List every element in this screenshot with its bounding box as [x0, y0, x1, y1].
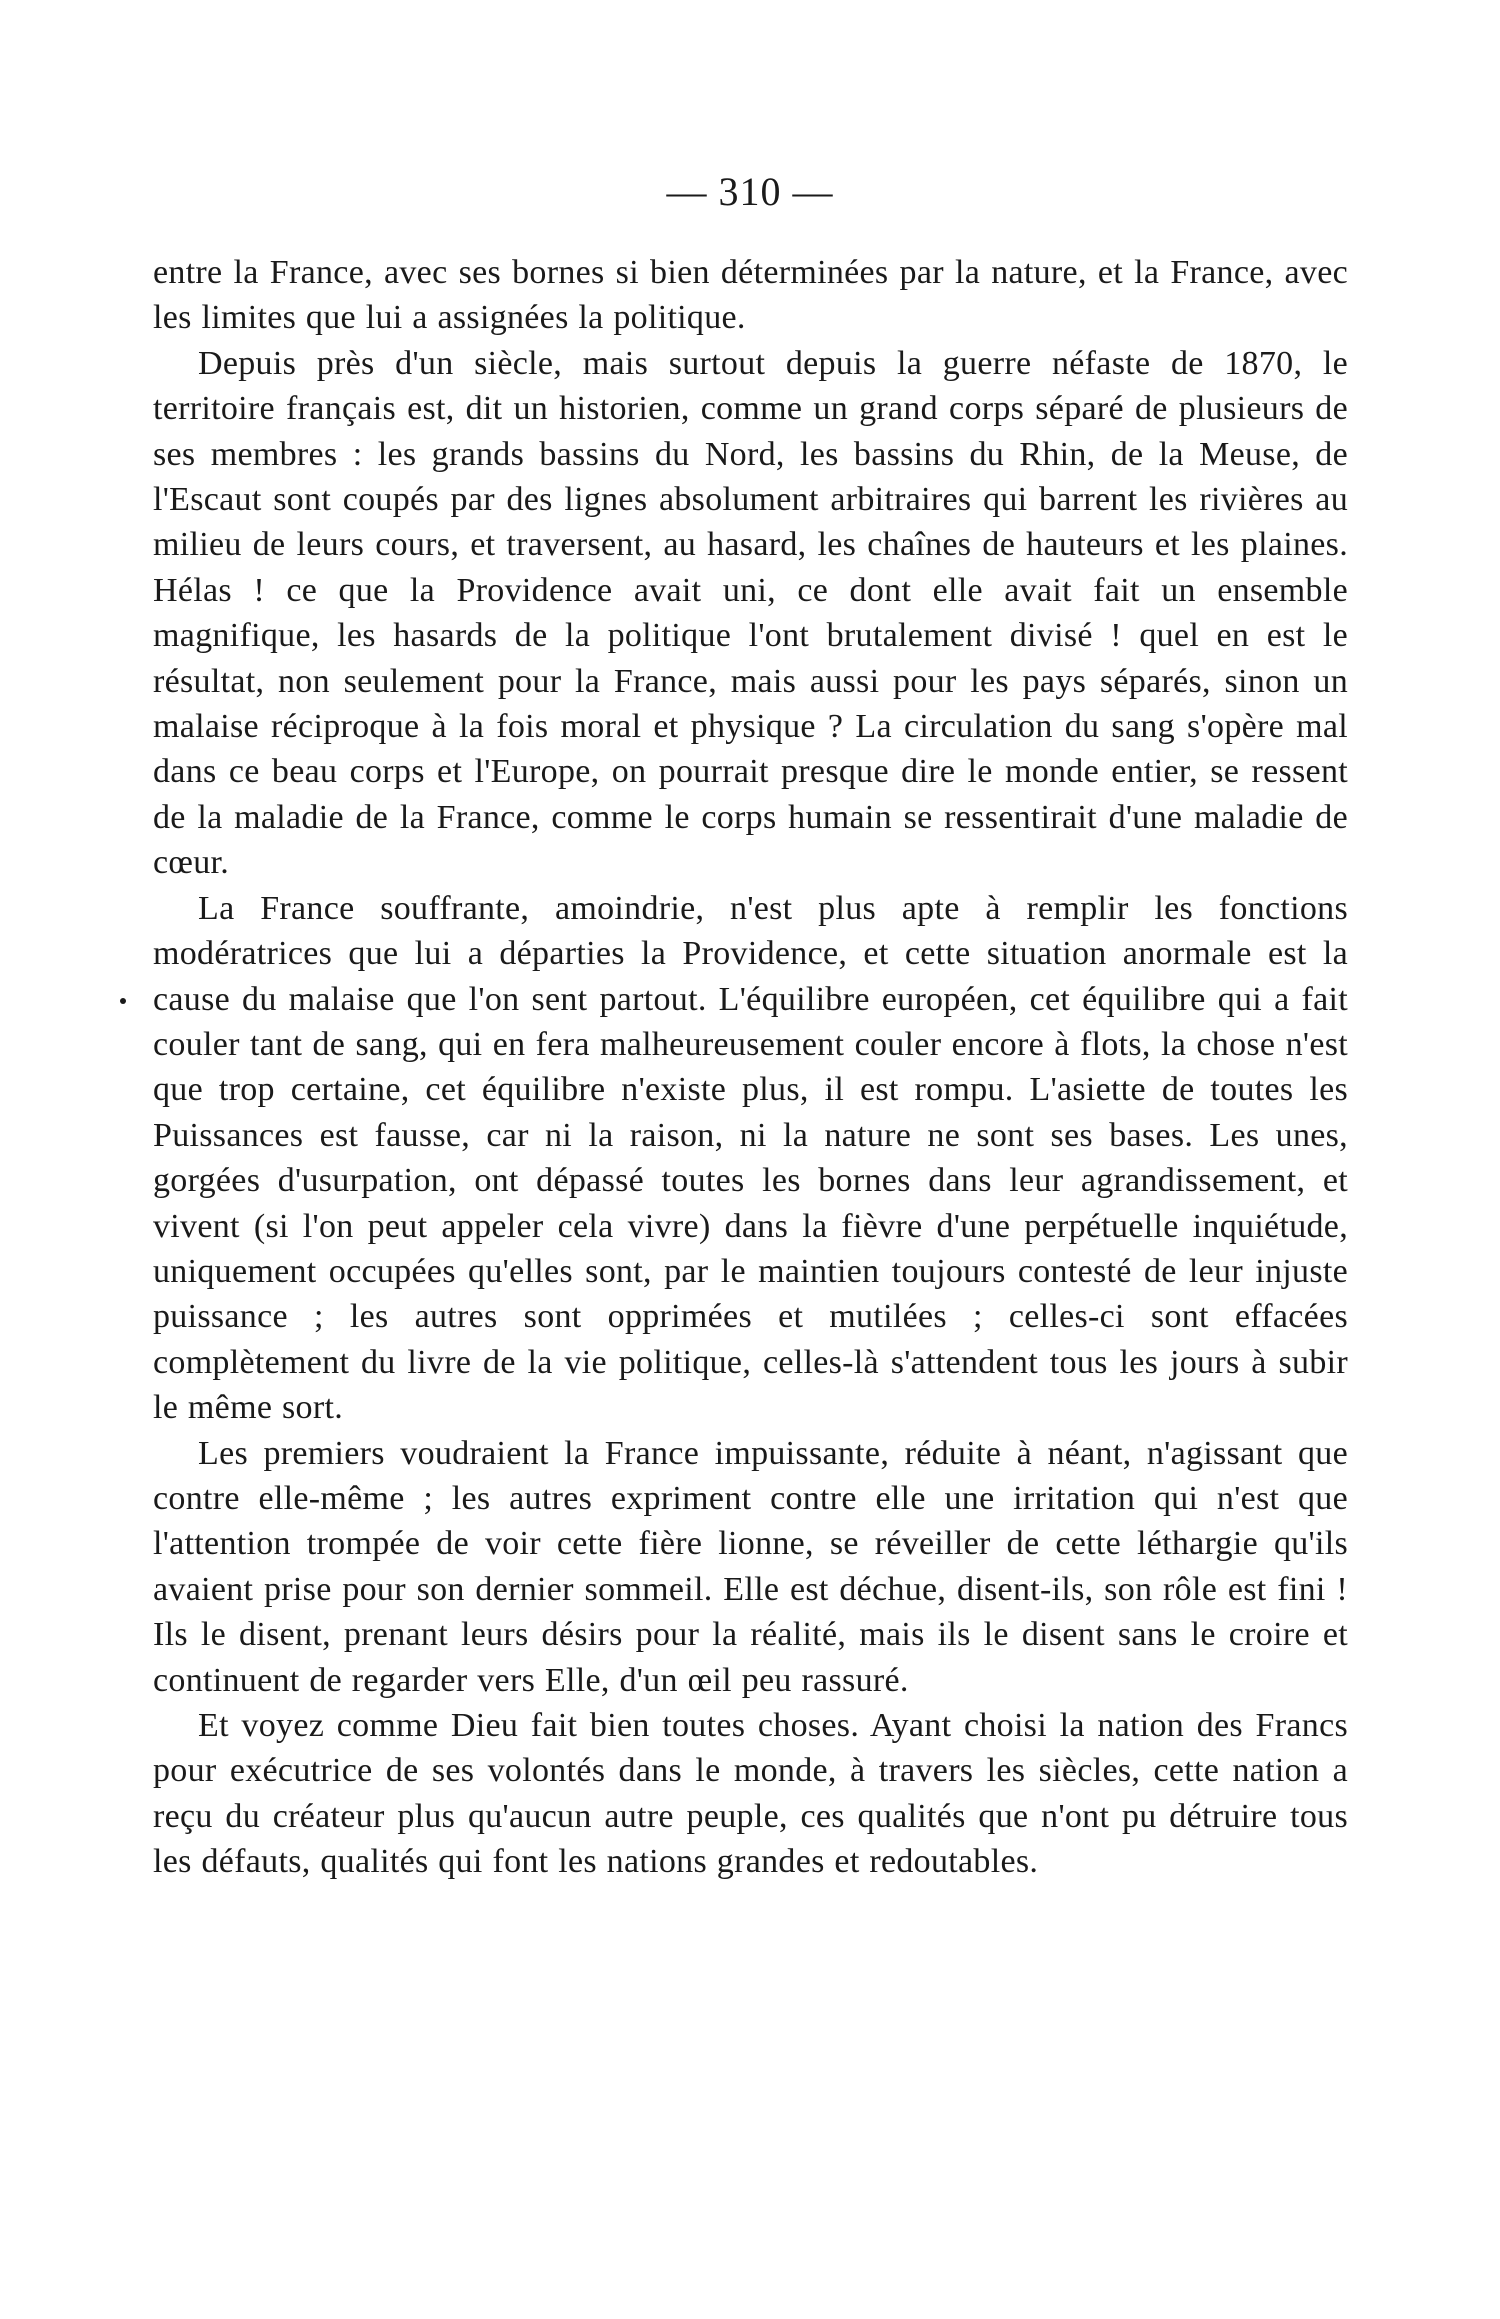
paragraph-5: Et voyez comme Dieu fait bien toutes choses. Ayant choisi la nation des Francs pour exécutrice de ses volontés dans le monde, à travers les siècles, cette nation a reçu du créateur plus qu'aucun autre peuple, ces qualités que n'ont pu détruire tous les défauts, qualités qui font les nations grandes et redoutables.	[153, 1707, 1348, 1881]
paragraph-4: Les premiers voudraient la France impuissante, réduite à néant, n'agissant que contre elle-même ; les autres expriment contre elle une irritation qui n'est que l'attention trompée de voir cette fière lionne, se réveiller de cette léthargie qu'ils avaient prise pour son dernier sommeil. Elle est déchue, disent-ils, son rôle est fini ! Ils le disent, prenant leurs désirs pour la réalité, mais ils le disent sans le croire et continuent de regarder vers Elle, d'un œil peu rassuré.	[153, 1434, 1348, 1699]
margin-mark	[120, 998, 126, 1004]
body-text	[153, 250, 1348, 1885]
paragraph-3: La France souffrante, amoindrie, n'est plus apte à remplir les fonctions modératrices que lui a départies la Providence, et cette situation anormale est la cause du malaise que l'on sent partout. L'équilibre européen, cet équilibre qui a fait couler tant de sang, qui en fera malheureusement couler encore à flots, la chose n'est que trop certaine, cet équilibre n'existe plus, il est rompu. L'asiette de toutes les Puissances est fausse, car ni la raison, ni la nature ne sont ses bases. Les unes, gorgées d'usurpation, ont dépassé toutes les bornes dans leur agrandissement, et vivent (si l'on peut appeler cela vivre) dans la fièvre d'une perpétuelle inquiétude, uniquement occupées qu'elles sont, par le maintien toujours contesté de leur injuste puissance ; les autres sont opprimées et mutilées ; celles-ci sont effacées complètement du livre de la vie politique, celles-là s'attendent tous les jours à subir le même sort.	[153, 889, 1348, 1427]
paragraph-1: entre la France, avec ses bornes si bien déterminées par la nature, et la France, avec les limites que lui a assignées la politique.	[153, 254, 1348, 337]
paragraph-2: Depuis près d'un siècle, mais surtout depuis la guerre néfaste de 1870, le territoire français est, dit un historien, comme un grand corps séparé de plusieurs de ses membres : les grands bassins du Nord, les bassins du Rhin, de la Meuse, de l'Escaut sont coupés par des lignes absolument arbitraires qui barrent les rivières au milieu de leurs cours, et traversent, au hasard, les chaînes de hauteurs et les plaines. Hélas ! ce que la Providence avait uni, ce dont elle avait fait un ensemble magnifique, les hasards de la politique l'ont brutalement divisé ! quel en est le résultat, non seulement pour la France, mais aussi pour les pays séparés, sinon un malaise réciproque à la fois moral et physique ? La circulation du sang s'opère mal dans ce beau corps et l'Europe, on pourrait presque dire le monde entier, se ressent de la maladie de la France, comme le corps humain se ressentirait d'une maladie de cœur.	[153, 344, 1348, 882]
page-number: — 310 —	[666, 169, 834, 214]
